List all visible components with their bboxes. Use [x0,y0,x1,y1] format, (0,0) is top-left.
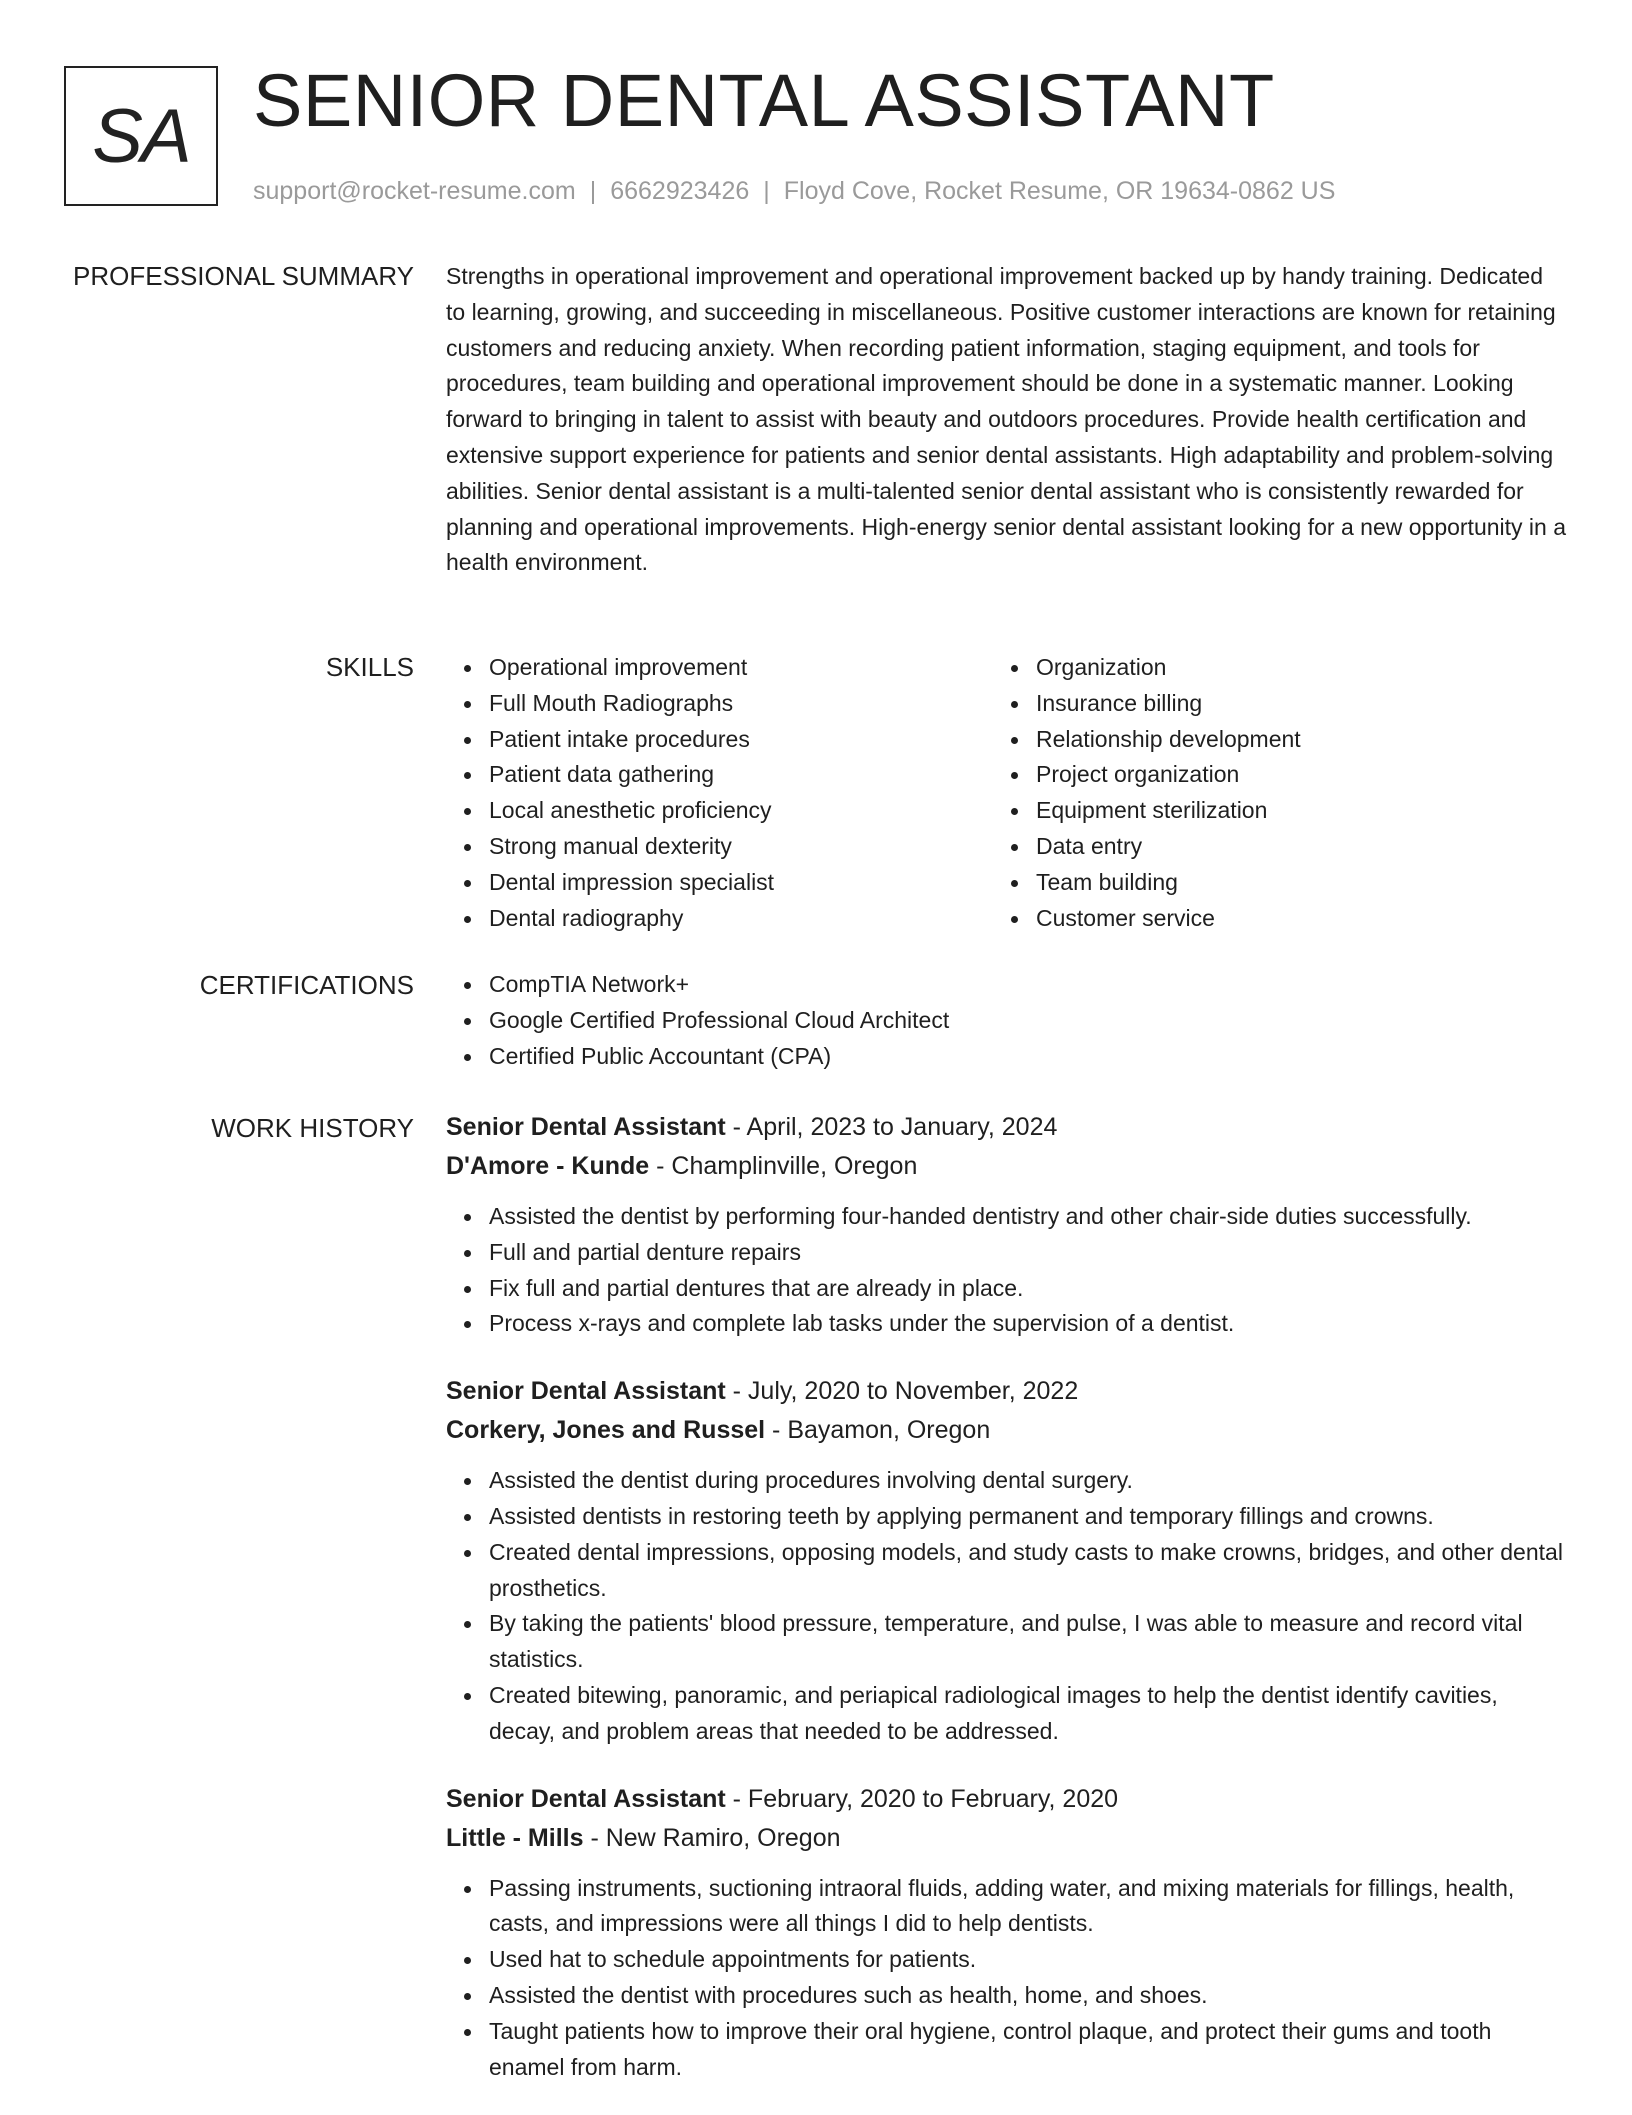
bullet-dot-icon [464,665,471,672]
bullet-dot-icon [464,916,471,923]
skill-item-text: Equipment sterilization [1036,797,1268,824]
job-dates: - February, 2020 to February, 2020 [725,1784,1119,1813]
contact-separator: | [763,177,770,205]
bullet-dot-icon [464,1054,471,1061]
job-duty-item-text: Taught patients how to improve their oral hygiene, control plaque, and protect their gums and tooth enamel from harm. [489,2017,1492,2080]
skill-item [446,757,993,793]
job-duty-item [446,1535,1566,1607]
job-location: - Champlinville, Oregon [649,1152,918,1180]
skill-item [993,650,1540,686]
job-dates: - July, 2020 to November, 2022 [725,1377,1079,1406]
bullet-dot-icon [464,844,471,851]
bullet-dot-icon [464,772,471,779]
skill-item [993,829,1540,865]
skill-item-text: Data entry [1036,832,1143,859]
bullet-dot-icon [1011,916,1018,923]
job-duty-item [446,1271,1566,1307]
job-duty-item [446,1463,1566,1499]
skills-section [446,650,1566,936]
job-entry [446,1108,1566,1342]
skill-item [993,793,1540,829]
job-duty-item-text: Assisted dentists in restoring teeth by applying permanent and temporary fillings and crowns. [489,1502,1434,1529]
bullet-dot-icon [1011,665,1018,672]
certifications-section [446,967,1566,1074]
skill-item [446,865,993,901]
skill-item [993,722,1540,758]
job-duty-item-text: Fix full and partial dentures that are already in place. [489,1274,1024,1301]
skill-item-text: Team building [1036,868,1178,895]
bullet-dot-icon [464,1621,471,1628]
job-duty-item [446,1499,1566,1535]
skill-item-text: Organization [1036,654,1167,680]
bullet-dot-icon [464,1514,471,1521]
skills-column-left [446,650,993,936]
skill-item-text: Patient data gathering [489,761,715,788]
job-duty-item [446,1199,1566,1235]
job-location: - Bayamon, Oregon [765,1416,991,1445]
certifications-heading: CERTIFICATIONS [199,970,414,1000]
job-company-line [446,1147,1566,1186]
bullet-dot-icon [464,1214,471,1221]
job-duty-item-text: Passing instruments, suctioning intraoral fluids, adding water, and mixing materials for fillings, health, casts, and impressions were all things I did to help dentists. [489,1874,1515,1937]
bullet-dot-icon [464,701,471,708]
job-duty-item [446,1978,1566,2014]
bullet-dot-icon [1011,880,1018,887]
job-company: Little - Mills [446,1823,584,1852]
job-duty-item [446,1678,1566,1750]
job-duty-item-text: Assisted the dentist by performing four-handed dentistry and other chair-side duties successfully. [489,1203,1472,1229]
skill-item [993,865,1540,901]
monogram-initials: SA [92,93,190,179]
job-duty-item-text: By taking the patients' blood pressure, temperature, and pulse, I was able to measure and record vital statistics. [489,1610,1523,1673]
bullet-dot-icon [464,1693,471,1700]
certification-item-text: CompTIA Network+ [489,971,690,997]
resume-title: SENIOR DENTAL ASSISTANT [253,59,1275,142]
skill-item [446,829,993,865]
job-title-line [446,1780,1566,1819]
bullet-dot-icon [1011,808,1018,815]
skill-item-text: Operational improvement [489,654,748,680]
summary-text: Strengths in operational improvement and operational improvement backed up by handy training. Dedicated to learning, growing, and succeeding in miscellaneous. Positive customer interactions are known for retaining customers and reducing anxiety. When recording patient information, staging equipment, and tools for procedures, team building and operational improvement should be done in a systematic manner. Looking forward to bringing in talent to assist with beauty and outdoors procedures. Provide health certification and extensive support experience for patients and senior dental assistants. High adaptability and problem-solving abilities. Senior dental assistant is a multi-talented senior dental assistant who is consistently rewarded for planning and operational improvements. High-energy senior dental assistant looking for a new opportunity in a health environment. [446,263,1567,576]
bullet-dot-icon [1011,772,1018,779]
certification-item-text: Google Certified Professional Cloud Architect [489,1006,950,1033]
bullet-dot-icon [464,1957,471,1964]
bullet-dot-icon [464,1321,471,1328]
skill-item-text: Insurance billing [1036,689,1203,716]
skill-item [993,757,1540,793]
bullet-dot-icon [464,1993,471,2000]
job-duties-list [446,1463,1566,1749]
job-duty-item [446,1606,1566,1678]
bullet-dot-icon [464,808,471,815]
bullet-dot-icon [464,982,471,989]
job-duty-item-text: Created dental impressions, opposing models, and study casts to make crowns, bridges, and other dental prosthetics. [489,1538,1563,1601]
skill-item-text: Local anesthetic proficiency [489,797,772,824]
contact-phone[interactable]: 6662923426 [610,177,750,205]
job-duties-list [446,1871,1566,2086]
contact-address: Floyd Cove, Rocket Resume, OR 19634-0862 US [783,177,1336,205]
job-duty-item-text: Assisted the dentist during procedures involving dental surgery. [489,1467,1133,1494]
bullet-dot-icon [464,1886,471,1893]
skill-item-text: Relationship development [1036,725,1301,752]
work-history-section [446,1108,1566,2115]
job-duty-item [446,2014,1566,2086]
skill-item [446,793,993,829]
bullet-dot-icon [464,1550,471,1557]
work-history-heading: WORK HISTORY [211,1113,414,1143]
job-duty-item-text: Assisted the dentist with procedures such as health, home, and shoes. [489,1981,1208,2008]
job-company: D'Amore - Kunde [446,1152,650,1180]
skill-item [993,901,1540,937]
skill-item [446,722,993,758]
bullet-dot-icon [464,1478,471,1485]
job-title-line [446,1372,1566,1411]
bullet-dot-icon [1011,701,1018,708]
bullet-dot-icon [464,1018,471,1025]
skills-heading: SKILLS [325,652,414,682]
contact-separator: | [589,177,597,205]
job-title: Senior Dental Assistant [446,1377,726,1406]
skill-item-text: Customer service [1036,904,1215,931]
job-entry [446,1780,1566,2086]
skill-item [446,686,993,722]
job-company-line [446,1819,1566,1858]
skills-column-right [993,650,1540,936]
bullet-dot-icon [464,737,471,744]
skill-item-text: Dental impression specialist [489,868,775,895]
summary-section [446,259,1566,581]
skill-item-text: Strong manual dexterity [489,832,732,859]
job-duty-item [446,1871,1566,1943]
job-duty-item-text: Created bitewing, panoramic, and periapical radiological images to help the dentist identify cavities, decay, and problem areas that needed to be addressed. [489,1681,1498,1744]
certification-item [446,1039,1566,1075]
bullet-dot-icon [464,880,471,887]
monogram-logo [64,66,218,206]
bullet-dot-icon [464,1250,471,1257]
skill-item-text: Dental radiography [489,904,684,931]
job-title: Senior Dental Assistant [446,1784,726,1813]
job-duty-item-text: Used hat to schedule appointments for patients. [489,1946,977,1973]
certification-item [446,1003,1566,1039]
job-dates: - April, 2023 to January, 2024 [725,1113,1058,1141]
bullet-dot-icon [1011,737,1018,744]
skill-item [993,686,1540,722]
certification-item-text: Certified Public Accountant (CPA) [489,1042,832,1069]
job-company-line [446,1411,1566,1450]
contact-email[interactable]: support@rocket-resume.com [253,177,576,205]
job-location: - New Ramiro, Oregon [583,1823,841,1852]
job-duty-item-text: Process x-rays and complete lab tasks under the supervision of a dentist. [489,1310,1235,1337]
bullet-dot-icon [464,2029,471,2036]
skill-item [446,901,993,937]
skill-item-text: Project organization [1036,761,1240,788]
job-duty-item [446,1235,1566,1271]
contact-line [253,175,1335,207]
job-entry [446,1372,1566,1749]
certification-item [446,967,1566,1003]
skill-item [446,650,993,686]
job-duty-item [446,1306,1566,1342]
job-title-line [446,1108,1566,1147]
job-duty-item [446,1942,1566,1978]
summary-heading: PROFESSIONAL SUMMARY [73,261,414,291]
bullet-dot-icon [464,1286,471,1293]
job-duties-list [446,1199,1566,1342]
skill-item-text: Patient intake procedures [489,725,750,752]
skill-item-text: Full Mouth Radiographs [489,689,734,716]
job-duty-item-text: Full and partial denture repairs [489,1238,801,1265]
bullet-dot-icon [1011,844,1018,851]
job-title: Senior Dental Assistant [446,1113,726,1141]
job-company: Corkery, Jones and Russel [446,1416,766,1445]
